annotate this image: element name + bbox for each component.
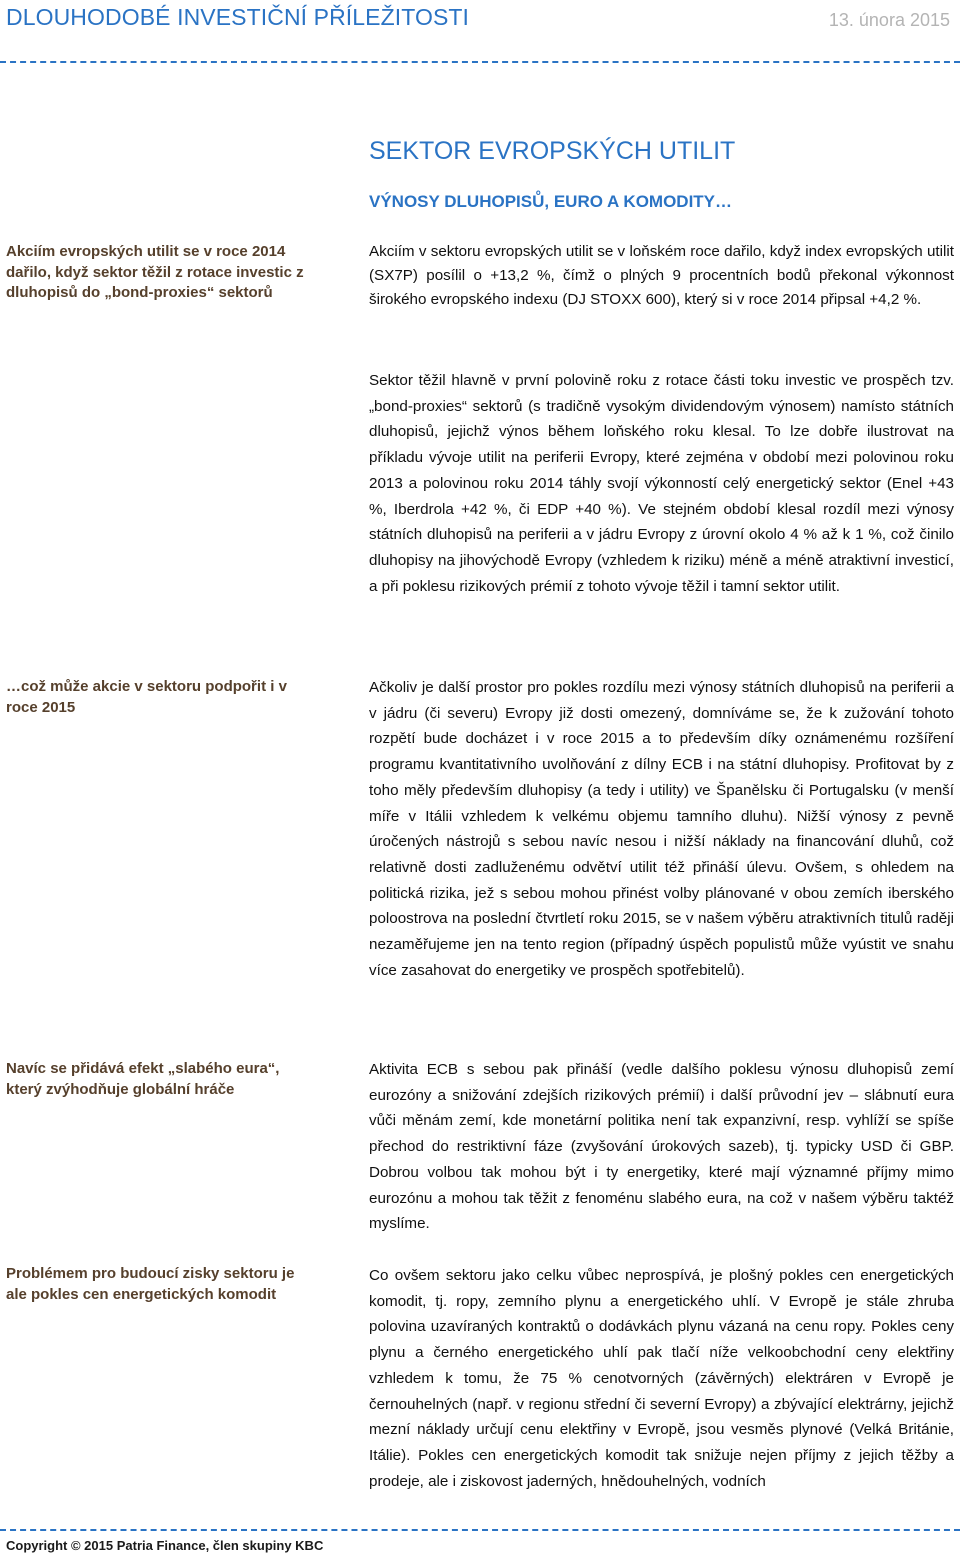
sidebar-note: Problémem pro budoucí zisky sektoru je ale pokles cen energetických komodit [6, 1265, 295, 1303]
header-divider [0, 61, 960, 63]
body-paragraph: Sektor těžil hlavně v první polovině roku z rotace části toku investic ve prospěch tzv. „bond-proxies“ sektorů (s tradičně vysokým dividendovým výnosem) namísto státních dluhopisů, jejichž výnos během loňského roku klesal. To lze dobře ilustrovat na příkladu vývoje utilit na periferii Evropy, které zejména v období mezi polovinou roku 2013 a polovinou roku 2014 táhly svojí výkonností celý energetický sektor (Enel +43 %, Iberdrola +42 %, či EDP +40 %). Ve stejném období klesal rozdíl mezi výnosy státních dluhopisů na periferii a v jádru Evropy z úrovní okolo 4 % až k 1 %, což činilo dluhopisy na jihovýchodě Evropy (vzhledem k riziku) méně a méně atraktivní investicí, a při poklesu rizikových prémií z tohoto vývoje těžil i tamní sektor utilit. [369, 372, 954, 595]
body-paragraph: Ačkoliv je další prostor pro pokles rozdílu mezi výnosy státních dluhopisů na periferii a v jádru (či severu) Evropy již dosti omezený, domníváme se, že k zužování tohoto rozpětí bude docházet i v roce 2015 a to především díky oznámenému rozšíření programu kvantitativního uvolňování z dílny ECB i na státní dluhopisy. Profitovat by z toho měly především dluhopisy (a tedy i utility) ve Španělsku či Portugalsku (v menší míře v Itálii vzhledem k velkému objemu tamního dluhu). Nižší výnosy z pevně úročených nástrojů s sebou navíc nesou i nižší náklady na financování dluhů, což relativně dosti zadluženému odvětví utilit též přináší úlevu. Ovšem, s ohledem na politická rizika, jež s sebou mohou přinést volby plánované v obou zemích iberského poloostrova na poslední čtvrtletí roku 2015, se v našem výběru atraktivních titulů raději nezaměřujeme jen na tento region (případný úspěch populistů může vyústit ve snahu více zasahovat do energetiky ve prospěch spotřebitelů). [369, 679, 954, 979]
sidebar-note: Navíc se přidává efekt „slabého eura“, který zvýhodňuje globální hráče [6, 1060, 280, 1098]
body-paragraph: Co ovšem sektoru jako celku vůbec neprospívá, je plošný pokles cen energetických komodit, tj. ropy, zemního plynu a energetického uhlí. V Evropě je stále zhruba polovina uzavíraných kontraktů o dodávkách plynu vázaná na cenu ropy. Pokles ceny plynu a černého energetického uhlí pak tlačí níže velkoobchodní ceny elektřiny vzhledem k tomu, že 75 % cenotvorných (závěrných) elektráren v Evropě je černouhelných (např. v regionu střední či severní Evropy) a zbývající elektrárny, jejichž mezní náklady určují cenu elektřiny v Evropě, jsou vesměs plynové (Velká Británie, Itálie). Pokles cen energetických komodit tak snižuje nejen příjmy z jejich těžby a prodeje, ale i ziskovost jaderných, hnědouhelných, vodních [369, 1267, 954, 1490]
section-title: SEKTOR EVROPSKÝCH UTILIT [369, 137, 736, 165]
body-paragraph: Aktivita ECB s sebou pak přináší (vedle dalšího poklesu výnosu dluhopisů zemí eurozóny a snižování zdejších rizikových prémií) i další průvodní jev – slábnutí eura vůči měnám zemí, kde monetární politika není tak expanzivní, resp. vyhlíží se spíše přechod do restriktivní fáze (zvyšování úrokových sazeb), tj. typicky USD či GBP. Dobrou volbou tak mohou být i ty energetiky, které mají významné příjmy mimo eurozónu a mohou tak těžit z fenoménu slabého eura, na což v našem výběru taktéž myslíme. [369, 1061, 954, 1233]
footer-divider [0, 1529, 960, 1531]
section-subtitle: VÝNOSY DLUHOPISŮ, EURO A KOMODITY… [369, 192, 733, 211]
copyright-notice: Copyright © 2015 Patria Finance, člen skupiny KBC [6, 1538, 324, 1553]
sidebar-note: …což může akcie v sektoru podpořit i v roce 2015 [6, 678, 287, 716]
body-paragraph: Akciím v sektoru evropských utilit se v loňském roce dařilo, když index evropských utilit (SX7P) posílil o +13,2 %, čímž o plných 9 procentních bodů překonal výkonnost širokého evropského indexu (DJ STOXX 600), který si v roce 2014 připsal +4,2 %. [369, 243, 954, 309]
report-title: DLOUHODOBÉ INVESTIČNÍ PŘÍLEŽITOSTI [6, 4, 470, 30]
report-date: 13. února 2015 [828, 10, 950, 30]
sidebar-note: Akciím evropských utilit se v roce 2014 dařilo, když sektor těžil z rotace investic z dluhopisů do „bond-proxies“ sektorů [6, 243, 304, 301]
